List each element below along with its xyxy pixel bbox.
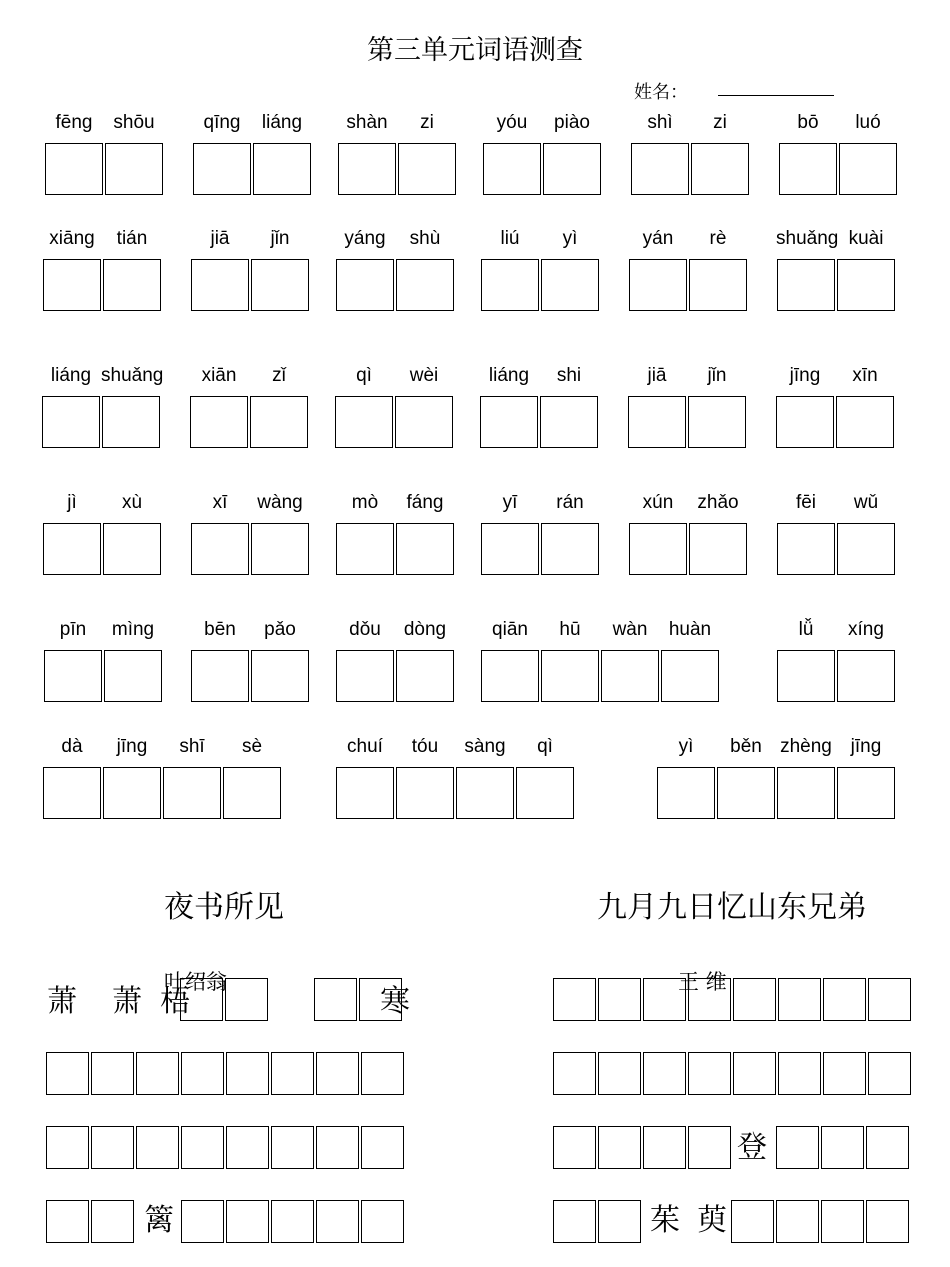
answer-box[interactable] xyxy=(777,523,835,575)
pinyin-label: rán xyxy=(556,492,584,513)
answer-box[interactable] xyxy=(45,143,103,195)
answer-box[interactable] xyxy=(163,767,221,819)
answer-box[interactable] xyxy=(691,143,749,195)
poem1-answer-box[interactable] xyxy=(181,1052,224,1095)
pinyin-label: zi xyxy=(713,112,727,133)
answer-box[interactable] xyxy=(540,396,598,448)
pinyin-label: qì xyxy=(356,365,372,386)
page-title: 第三单元词语测查 xyxy=(367,35,583,66)
poem2-answer-box[interactable] xyxy=(598,1052,641,1095)
pinyin-label: wèi xyxy=(409,365,439,386)
pinyin-label: jiā xyxy=(210,228,230,249)
answer-box[interactable] xyxy=(480,396,538,448)
answer-box[interactable] xyxy=(543,143,601,195)
pinyin-label: liáng xyxy=(261,112,303,133)
answer-box[interactable] xyxy=(837,767,895,819)
answer-box[interactable] xyxy=(779,143,837,195)
poem1-answer-box[interactable] xyxy=(361,1052,404,1095)
poem1-answer-box[interactable] xyxy=(46,1126,89,1169)
answer-box[interactable] xyxy=(481,650,539,702)
answer-box[interactable] xyxy=(251,523,309,575)
answer-box[interactable] xyxy=(102,396,160,448)
pinyin-label: zhǎo xyxy=(697,492,739,513)
poem2-answer-box[interactable] xyxy=(553,978,596,1021)
poem1-char: 萧 xyxy=(47,984,77,1019)
poem1-answer-box[interactable] xyxy=(180,978,223,1021)
pinyin-label: jǐn xyxy=(270,228,290,249)
answer-box[interactable] xyxy=(104,650,162,702)
answer-box[interactable] xyxy=(193,143,251,195)
poem1-answer-box[interactable] xyxy=(271,1126,314,1169)
answer-box[interactable] xyxy=(516,767,574,819)
pinyin-label: jǐn xyxy=(707,365,727,386)
pinyin-label: qì xyxy=(537,736,553,757)
pinyin-label: xīn xyxy=(852,365,878,386)
answer-box[interactable] xyxy=(191,523,249,575)
pinyin-label: dǒu xyxy=(349,619,381,640)
poem2-answer-box[interactable] xyxy=(598,1126,641,1169)
answer-box[interactable] xyxy=(837,650,895,702)
poem2-answer-box[interactable] xyxy=(778,1052,821,1095)
poem2-char: 萸 xyxy=(697,1203,727,1238)
pinyin-label: zǐ xyxy=(272,365,286,386)
answer-box[interactable] xyxy=(483,143,541,195)
pinyin-label: jiā xyxy=(647,365,667,386)
answer-box[interactable] xyxy=(396,523,454,575)
pinyin-label: běn xyxy=(730,736,762,757)
answer-box[interactable] xyxy=(396,259,454,311)
pinyin-label: luó xyxy=(855,112,881,133)
pinyin-label: piào xyxy=(554,112,590,133)
pinyin-label: lǚ xyxy=(798,619,814,640)
pinyin-label: bō xyxy=(797,112,819,133)
poem2-answer-box[interactable] xyxy=(643,1126,686,1169)
pinyin-label: liáng xyxy=(488,365,530,386)
pinyin-label: rè xyxy=(709,228,727,249)
poem1-answer-box[interactable] xyxy=(226,1052,269,1095)
answer-box[interactable] xyxy=(338,143,396,195)
answer-box[interactable] xyxy=(190,396,248,448)
pinyin-label: xiāng xyxy=(49,228,95,249)
answer-box[interactable] xyxy=(191,259,249,311)
pinyin-label: yán xyxy=(642,228,674,249)
poem2-answer-box[interactable] xyxy=(823,978,866,1021)
answer-box[interactable] xyxy=(601,650,659,702)
poem2-answer-box[interactable] xyxy=(688,1126,731,1169)
pinyin-label: jīng xyxy=(850,736,882,757)
answer-box[interactable] xyxy=(776,396,834,448)
pinyin-label: yì xyxy=(678,736,694,757)
poem2-answer-box[interactable] xyxy=(866,1200,909,1243)
poem2-answer-box[interactable] xyxy=(821,1200,864,1243)
answer-box[interactable] xyxy=(396,650,454,702)
pinyin-label: sè xyxy=(241,736,263,757)
answer-box[interactable] xyxy=(396,767,454,819)
poem2-answer-box[interactable] xyxy=(733,1052,776,1095)
pinyin-label: zi xyxy=(420,112,434,133)
pinyin-label: shù xyxy=(409,228,441,249)
answer-box[interactable] xyxy=(250,396,308,448)
answer-box[interactable] xyxy=(541,523,599,575)
pinyin-label: tóu xyxy=(411,736,439,757)
pinyin-label: liú xyxy=(500,228,520,249)
poem2-answer-box[interactable] xyxy=(868,1052,911,1095)
poem2-answer-box[interactable] xyxy=(688,978,731,1021)
answer-box[interactable] xyxy=(661,650,719,702)
pinyin-label: fēng xyxy=(55,112,93,133)
answer-box[interactable] xyxy=(837,259,895,311)
name-label: 姓名： xyxy=(634,82,688,103)
pinyin-label: qiān xyxy=(492,619,528,640)
answer-box[interactable] xyxy=(253,143,311,195)
answer-box[interactable] xyxy=(43,523,101,575)
poem1-answer-box[interactable] xyxy=(226,1126,269,1169)
pinyin-label: xiān xyxy=(201,365,237,386)
answer-box[interactable] xyxy=(103,767,161,819)
answer-box[interactable] xyxy=(335,396,393,448)
pinyin-label: shī xyxy=(179,736,205,757)
poem2-answer-box[interactable] xyxy=(553,1126,596,1169)
answer-box[interactable] xyxy=(717,767,775,819)
pinyin-label: pīn xyxy=(59,619,87,640)
pinyin-label: shuǎng xyxy=(776,228,839,249)
answer-box[interactable] xyxy=(395,396,453,448)
poem1-answer-box[interactable] xyxy=(316,1052,359,1095)
poem2-answer-box[interactable] xyxy=(866,1126,909,1169)
poem2-answer-box[interactable] xyxy=(553,1200,596,1243)
pinyin-label: jì xyxy=(67,492,77,513)
answer-box[interactable] xyxy=(481,259,539,311)
pinyin-label: jīng xyxy=(116,736,148,757)
answer-box[interactable] xyxy=(657,767,715,819)
poem1-char: 篱 xyxy=(144,1203,174,1238)
poem1-author: 叶绍翁 xyxy=(164,970,227,994)
answer-box[interactable] xyxy=(251,259,309,311)
pinyin-label: hū xyxy=(559,619,581,640)
pinyin-label: shōu xyxy=(113,112,155,133)
poem2-answer-box[interactable] xyxy=(643,1052,686,1095)
pinyin-label: xù xyxy=(121,492,143,513)
answer-box[interactable] xyxy=(839,143,897,195)
pinyin-label: bēn xyxy=(204,619,236,640)
answer-box[interactable] xyxy=(42,396,100,448)
poem2-author: 王 维 xyxy=(678,970,727,994)
pinyin-label: mìng xyxy=(111,619,155,640)
pinyin-label: kuài xyxy=(848,228,884,249)
answer-box[interactable] xyxy=(43,767,101,819)
poem2-answer-box[interactable] xyxy=(733,978,776,1021)
pinyin-label: huàn xyxy=(668,619,712,640)
pinyin-label: mò xyxy=(351,492,379,513)
answer-box[interactable] xyxy=(398,143,456,195)
poem1-answer-box[interactable] xyxy=(316,1200,359,1243)
poem1-answer-box[interactable] xyxy=(181,1126,224,1169)
pinyin-label: fáng xyxy=(406,492,444,513)
poem1-answer-box[interactable] xyxy=(46,1200,89,1243)
poem2-answer-box[interactable] xyxy=(598,978,641,1021)
poem1-answer-box[interactable] xyxy=(46,1052,89,1095)
poem2-answer-box[interactable] xyxy=(688,1052,731,1095)
poem1-char: 萧 xyxy=(112,984,142,1019)
poem2-answer-box[interactable] xyxy=(643,978,686,1021)
pinyin-label: shi xyxy=(556,365,582,386)
answer-box[interactable] xyxy=(481,523,539,575)
poem1-title: 夜书所见 xyxy=(164,890,284,925)
pinyin-label: yì xyxy=(562,228,578,249)
answer-box[interactable] xyxy=(541,259,599,311)
poem1-answer-box[interactable] xyxy=(316,1126,359,1169)
poem1-answer-box[interactable] xyxy=(225,978,268,1021)
pinyin-label: wàn xyxy=(612,619,648,640)
pinyin-label: wǔ xyxy=(853,492,879,513)
poem2-char: 登 xyxy=(737,1130,767,1165)
pinyin-label: tián xyxy=(116,228,148,249)
poem1-answer-box[interactable] xyxy=(91,1200,134,1243)
pinyin-label: dà xyxy=(61,736,83,757)
poem2-answer-box[interactable] xyxy=(553,1052,596,1095)
poem2-title: 九月九日忆山东兄弟 xyxy=(597,890,867,925)
answer-box[interactable] xyxy=(251,650,309,702)
answer-box[interactable] xyxy=(628,396,686,448)
poem1-answer-box[interactable] xyxy=(361,1200,404,1243)
poem2-answer-box[interactable] xyxy=(731,1200,774,1243)
poem1-answer-box[interactable] xyxy=(91,1052,134,1095)
poem1-answer-box[interactable] xyxy=(361,1126,404,1169)
pinyin-label: sàng xyxy=(464,736,506,757)
pinyin-label: xī xyxy=(212,492,228,513)
poem1-answer-box[interactable] xyxy=(136,1052,179,1095)
answer-box[interactable] xyxy=(688,396,746,448)
answer-box[interactable] xyxy=(689,523,747,575)
pinyin-label: yóu xyxy=(496,112,528,133)
pinyin-label: chuí xyxy=(347,736,383,757)
pinyin-label: dòng xyxy=(403,619,447,640)
pinyin-label: fēi xyxy=(795,492,817,513)
poem2-answer-box[interactable] xyxy=(776,1200,819,1243)
pinyin-label: pǎo xyxy=(264,619,296,640)
answer-box[interactable] xyxy=(777,767,835,819)
answer-box[interactable] xyxy=(103,523,161,575)
pinyin-label: jīng xyxy=(789,365,821,386)
pinyin-label: liáng xyxy=(50,365,92,386)
poem1-answer-box[interactable] xyxy=(314,978,357,1021)
poem1-answer-box[interactable] xyxy=(91,1126,134,1169)
answer-box[interactable] xyxy=(836,396,894,448)
answer-box[interactable] xyxy=(44,650,102,702)
pinyin-label: xíng xyxy=(848,619,884,640)
answer-box[interactable] xyxy=(103,259,161,311)
poem2-answer-box[interactable] xyxy=(823,1052,866,1095)
poem2-answer-box[interactable] xyxy=(776,1126,819,1169)
pinyin-label: shuǎng xyxy=(101,365,164,386)
poem1-answer-box[interactable] xyxy=(271,1052,314,1095)
answer-box[interactable] xyxy=(43,259,101,311)
answer-box[interactable] xyxy=(629,259,687,311)
poem2-answer-box[interactable] xyxy=(598,1200,641,1243)
answer-box[interactable] xyxy=(223,767,281,819)
poem2-answer-box[interactable] xyxy=(821,1126,864,1169)
poem1-char: 梧 xyxy=(160,984,190,1019)
answer-box[interactable] xyxy=(191,650,249,702)
poem1-answer-box[interactable] xyxy=(136,1126,179,1169)
answer-box[interactable] xyxy=(456,767,514,819)
answer-box[interactable] xyxy=(631,143,689,195)
name-blank-line[interactable] xyxy=(718,95,834,96)
answer-box[interactable] xyxy=(105,143,163,195)
pinyin-label: qīng xyxy=(203,112,241,133)
answer-box[interactable] xyxy=(336,650,394,702)
answer-box[interactable] xyxy=(689,259,747,311)
pinyin-label: xún xyxy=(642,492,674,513)
answer-box[interactable] xyxy=(837,523,895,575)
poem2-char: 茱 xyxy=(650,1203,680,1238)
pinyin-label: shì xyxy=(647,112,673,133)
answer-box[interactable] xyxy=(541,650,599,702)
poem1-char: 寒 xyxy=(380,984,410,1019)
answer-box[interactable] xyxy=(336,767,394,819)
pinyin-label: yáng xyxy=(344,228,386,249)
poem1-answer-box[interactable] xyxy=(226,1200,269,1243)
pinyin-label: wàng xyxy=(257,492,303,513)
answer-box[interactable] xyxy=(336,259,394,311)
answer-box[interactable] xyxy=(629,523,687,575)
pinyin-label: shàn xyxy=(346,112,388,133)
pinyin-label: zhèng xyxy=(780,736,832,757)
answer-box[interactable] xyxy=(336,523,394,575)
poem2-answer-box[interactable] xyxy=(778,978,821,1021)
pinyin-label: yī xyxy=(502,492,518,513)
answer-box[interactable] xyxy=(777,259,835,311)
poem2-answer-box[interactable] xyxy=(868,978,911,1021)
poem1-answer-box[interactable] xyxy=(181,1200,224,1243)
answer-box[interactable] xyxy=(777,650,835,702)
poem1-answer-box[interactable] xyxy=(271,1200,314,1243)
